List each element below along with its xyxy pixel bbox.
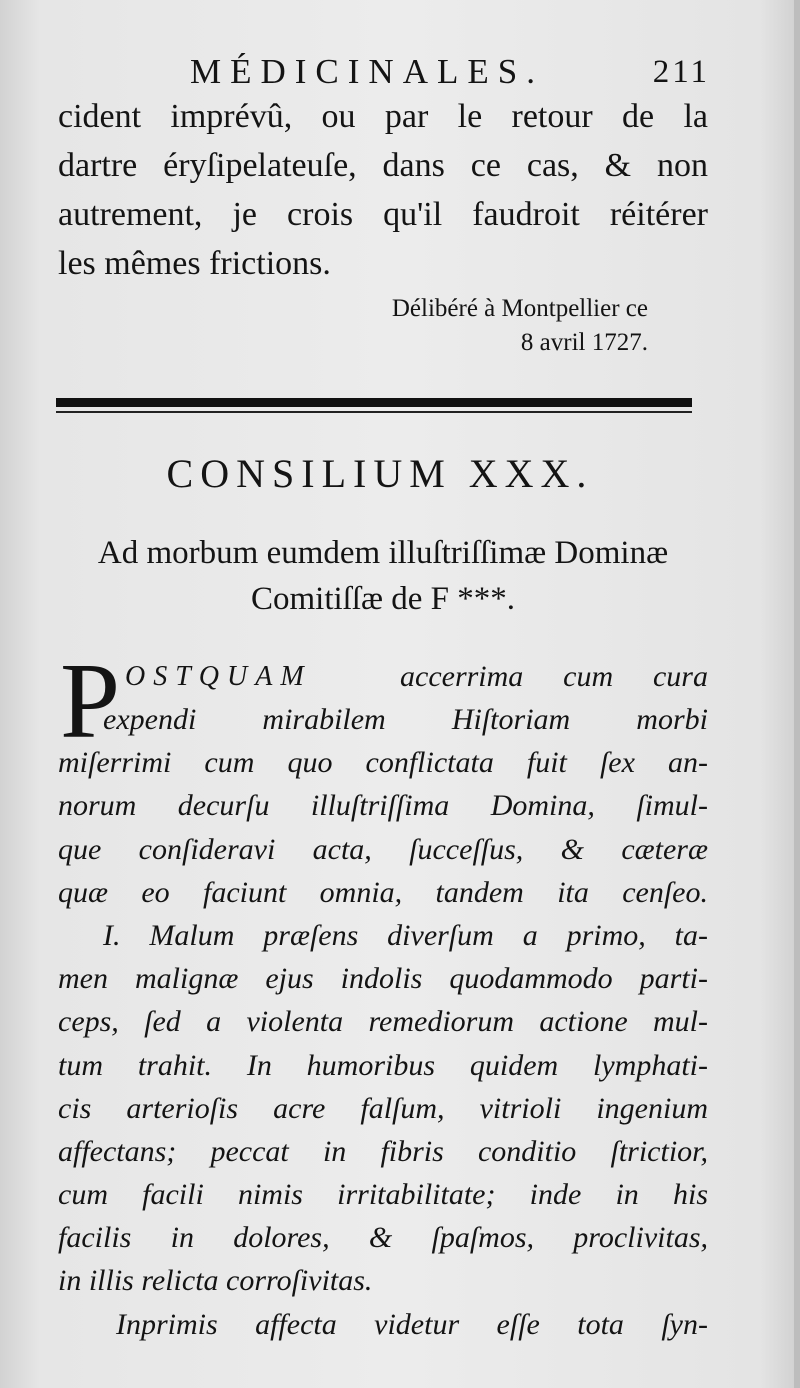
- signature-date: 8 avril 1727.: [520, 329, 648, 356]
- text-line: I. Malum præſens diverſum a primo, ta-: [103, 918, 708, 952]
- text-line: quæ eo faciunt omnia, tandem ita cenſeo.: [58, 875, 708, 909]
- running-head: [60, 52, 710, 92]
- subtitle-line: Comitiſſæ de F ***.: [250, 581, 516, 617]
- drop-cap: P: [60, 642, 121, 761]
- continuation-paragraph: [58, 92, 708, 288]
- text-line: cum facili nimis irritabilitate; inde in his: [58, 1178, 708, 1212]
- body-paragraph: [58, 698, 708, 1346]
- text-line: men malignæ ejus indolis quodammodo parti-: [58, 962, 708, 996]
- section-rule: [56, 398, 692, 407]
- text-line: norum decurſu illuſtriſſima Domina, ſimul-: [58, 789, 708, 823]
- text-line: autrement, je crois qu'il faudroit réitérer: [58, 196, 708, 233]
- section-rule-thin: [56, 411, 692, 413]
- text-line: Inprimis affecta videtur eſſe tota ſyn-: [116, 1307, 708, 1341]
- text-line: expendi mirabilem Hiſtoriam morbi: [103, 703, 708, 736]
- text-line: cis arterioſis acre falſum, vitrioli ingenium: [58, 1091, 708, 1125]
- text-line: facilis in dolores, & ſpaſmos, proclivitas,: [58, 1221, 708, 1255]
- paper-edge: [794, 0, 800, 1388]
- text-line: miſerrimi cum quo conflictata fuit ſex an-: [58, 746, 708, 780]
- text-line: dartre éryſipelateuſe, dans ce cas, & non: [58, 147, 708, 184]
- text-line: in illis relicta corroſivitas.: [58, 1264, 373, 1298]
- opening-small-caps: OSTQUAM: [125, 661, 312, 692]
- subtitle-line: Ad morbum eumdem illuſtriſſimæ Dominæ: [97, 535, 669, 571]
- page-number: 211: [652, 54, 710, 90]
- first-line-rest: accerrima cum cura: [400, 660, 708, 693]
- text-line: que conſideravi acta, ſucceſſus, & cæteræ: [58, 832, 708, 866]
- consilium-title: CONSILIUM XXX.: [166, 451, 594, 496]
- text-line: affectans; peccat in fibris conditio ſtrictior,: [58, 1134, 708, 1168]
- consilium-subtitle: [58, 530, 708, 622]
- running-title: MÉDICINALES.: [190, 52, 544, 91]
- text-line: tum trahit. In humoribus quidem lymphati-: [58, 1048, 708, 1082]
- text-line: les mêmes frictions.: [58, 245, 331, 282]
- text-line: cident imprévû, ou par le retour de la: [58, 98, 708, 135]
- text-line: ceps, ſed a violenta remediorum actione mul-: [58, 1005, 708, 1039]
- deliberation-signature: [392, 292, 648, 360]
- signature-place: Délibéré à Montpellier ce: [391, 295, 648, 322]
